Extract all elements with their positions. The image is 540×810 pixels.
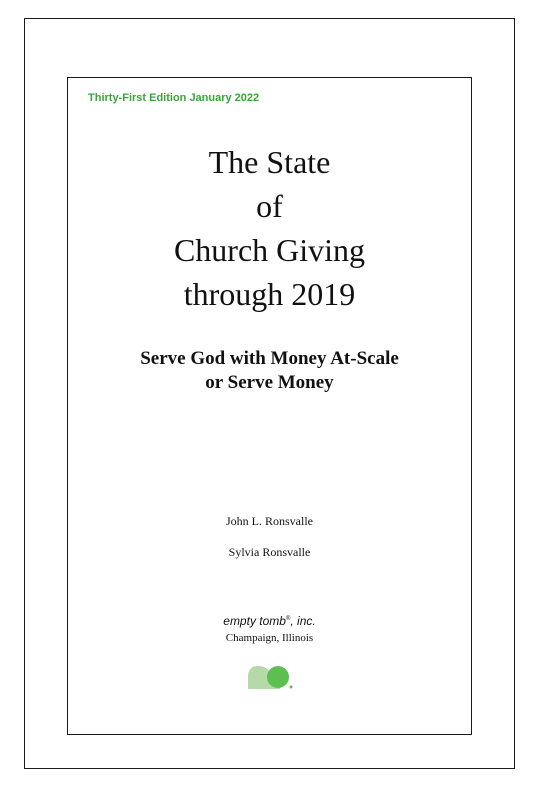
- subtitle-line-1: Serve God with Money At-Scale: [140, 348, 399, 369]
- edition-label: Thirty-First Edition January 2022: [88, 92, 260, 104]
- empty-tomb-logo-icon: [246, 663, 294, 691]
- title-line-1: The State: [208, 144, 331, 180]
- publisher-location: Champaign, Illinois: [225, 632, 314, 644]
- publisher-suffix: , inc.: [290, 614, 316, 628]
- book-subtitle: [67, 347, 472, 395]
- publisher-name: [67, 614, 472, 628]
- subtitle-line-2: or Serve Money: [205, 372, 334, 393]
- registered-mark: ®: [285, 616, 291, 622]
- author-name-2: Sylvia Ronsvalle: [228, 545, 311, 559]
- publisher-name-text: empty tomb: [223, 614, 286, 628]
- title-line-4: through 2019: [183, 276, 356, 312]
- book-title: [67, 140, 472, 316]
- stone-circle: [267, 666, 289, 688]
- title-line-3: Church Giving: [173, 232, 366, 268]
- title-line-2: of: [256, 188, 283, 224]
- author-name-1: John L. Ronsvalle: [226, 514, 313, 528]
- registered-dot: [290, 686, 293, 689]
